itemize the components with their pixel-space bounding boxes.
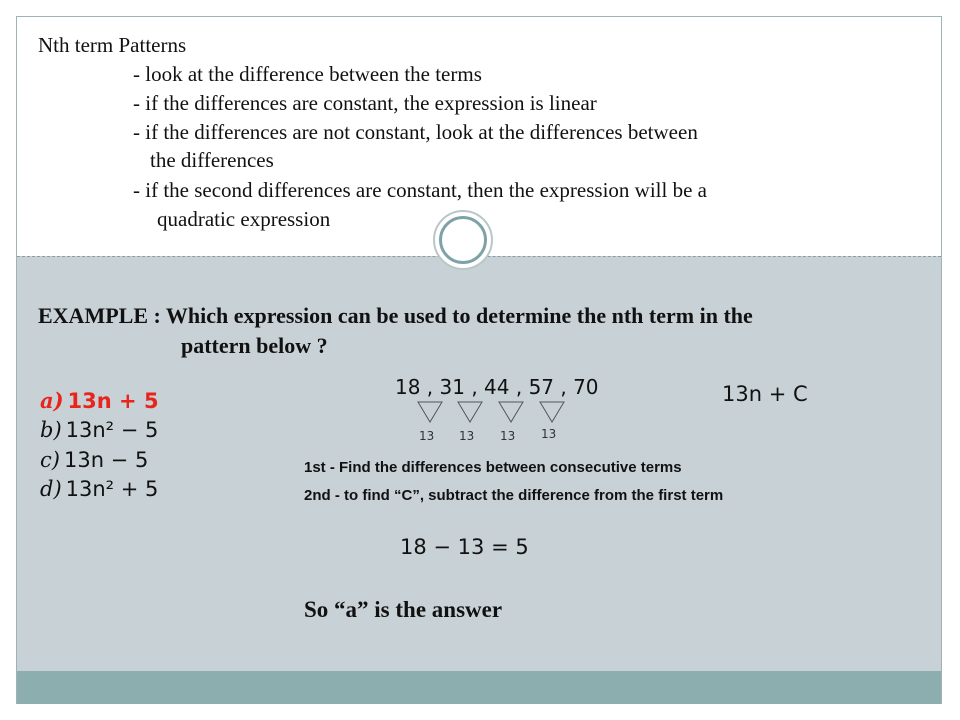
- option-c-expression: 13n − 5: [63, 448, 149, 472]
- option-a-expression: 13n + 5: [67, 389, 159, 413]
- notes-bullet-4-continued: quadratic expression: [157, 207, 331, 231]
- notes-bullet-3: - if the differences are not constant, look at the differences between: [133, 120, 698, 144]
- option-c: [40, 448, 148, 472]
- number-sequence: 18 , 31 , 44 , 57 , 70: [395, 375, 599, 399]
- example-question-continued: pattern below ?: [181, 333, 328, 358]
- difference-value-2: 13: [459, 429, 475, 443]
- difference-triangles: [400, 388, 580, 428]
- footer-bar: [17, 671, 941, 704]
- divider-ring-icon: [439, 216, 487, 264]
- option-d-expression: 13n² + 5: [65, 477, 159, 501]
- difference-value-1: 13: [419, 429, 435, 443]
- step-2-number: 2nd: [304, 487, 331, 504]
- difference-triangle-1: [418, 402, 442, 422]
- option-d-label: d): [40, 477, 62, 501]
- notes-bullet-3-continued: the differences: [150, 148, 274, 172]
- step-2-text: - to find “C”, subtract the difference from the first term: [330, 487, 724, 504]
- step-1-text: - Find the differences between consecutive terms: [325, 459, 682, 476]
- option-a: [40, 388, 159, 413]
- notes-bullet-1: - look at the difference between the terms: [133, 62, 482, 86]
- notes-bullet-4: - if the second differences are constant, then the expression will be a: [133, 178, 707, 202]
- example-question: EXAMPLE : Which expression can be used to determine the nth term in the: [38, 303, 753, 328]
- difference-value-4: 13: [541, 427, 557, 441]
- step-1-number: 1st: [304, 459, 326, 476]
- difference-triangle-4: [540, 402, 564, 422]
- option-b-expression: 13n² − 5: [65, 418, 159, 442]
- option-a-label: a): [40, 388, 64, 413]
- step-2: [304, 487, 723, 504]
- difference-value-3: 13: [500, 429, 516, 443]
- notes-bullet-2: - if the differences are constant, the expression is linear: [133, 91, 597, 115]
- option-d: [40, 477, 158, 501]
- answer-conclusion: So “a” is the answer: [304, 597, 503, 622]
- difference-triangle-2: [458, 402, 482, 422]
- option-c-label: c): [40, 448, 60, 472]
- option-b-label: b): [40, 418, 62, 442]
- general-formula: 13n + C: [722, 382, 808, 406]
- notes-title: Nth term Patterns: [38, 33, 187, 57]
- step-1: [304, 459, 682, 476]
- option-b: [40, 418, 158, 442]
- difference-triangle-3: [499, 402, 523, 422]
- calculation: 18 − 13 = 5: [400, 535, 529, 559]
